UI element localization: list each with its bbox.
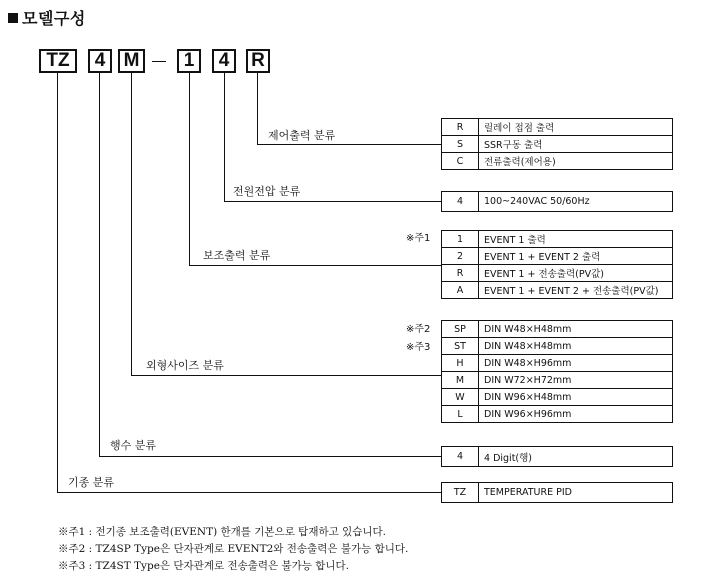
- table-outer-size: [441, 320, 673, 423]
- table-digit-rows: [441, 446, 673, 467]
- option-code: 1: [442, 231, 479, 248]
- option-desc: 전류출력(제어용): [479, 153, 673, 170]
- option-code: S: [442, 136, 479, 153]
- square-bullet-icon: [8, 13, 18, 23]
- footnote-1: ※주1 : 전기종 보조출력(EVENT) 한개를 기본으로 탑재하고 있습니다.: [58, 526, 387, 538]
- footnote-2: ※주2 : TZ4SP Type은 단자관계로 EVENT2와 전송출력은 불가능 합니다.: [58, 543, 409, 555]
- option-code: A: [442, 282, 479, 299]
- option-code: W: [442, 389, 479, 406]
- label-outer-size: 외형사이즈 분류: [146, 359, 224, 372]
- option-code: R: [442, 119, 479, 136]
- option-code: H: [442, 355, 479, 372]
- connector-digits-h: [99, 456, 441, 457]
- option-desc: TEMPERATURE PID: [479, 483, 673, 503]
- label-model-type: 기종 분류: [68, 476, 115, 489]
- option-desc: 4 Digit(행): [479, 447, 673, 467]
- option-code: TZ: [442, 483, 479, 503]
- connector-sub-output-h: [189, 265, 441, 266]
- table-row: [442, 447, 673, 467]
- table-row: [442, 321, 673, 338]
- option-code: L: [442, 406, 479, 423]
- option-desc: DIN W72×H72mm: [479, 372, 673, 389]
- table-sub-output: [441, 230, 673, 299]
- model-code-box-tz: TZ: [39, 49, 77, 73]
- table-row: [442, 153, 673, 170]
- table-row: [442, 282, 673, 299]
- option-code: 4: [442, 192, 479, 212]
- option-desc: DIN W96×H48mm: [479, 389, 673, 406]
- option-desc: 100~240VAC 50/60Hz: [479, 192, 673, 212]
- table-row: [442, 483, 673, 503]
- table-row: [442, 406, 673, 423]
- option-desc: EVENT 1 + EVENT 2 + 전송출력(PV값): [479, 282, 673, 299]
- option-code: R: [442, 265, 479, 282]
- connector-type: [57, 73, 58, 492]
- table-row: [442, 248, 673, 265]
- option-code: ST: [442, 338, 479, 355]
- table-row: [442, 389, 673, 406]
- table-row: [442, 372, 673, 389]
- model-code-box-4b: 4: [212, 49, 236, 73]
- label-digit-rows: 행수 분류: [110, 439, 157, 452]
- table-model-type: [441, 482, 673, 503]
- model-code-box-m: M: [118, 49, 145, 73]
- table-row: [442, 338, 673, 355]
- model-code-box-r: R: [246, 49, 270, 73]
- option-desc: DIN W48×H48mm: [479, 321, 673, 338]
- table-row: [442, 136, 673, 153]
- note-marker-1: ※주1: [406, 233, 431, 244]
- option-desc: EVENT 1 + 전송출력(PV값): [479, 265, 673, 282]
- table-row: [442, 231, 673, 248]
- footnote-3: ※주3 : TZ4ST Type은 단자관계로 전송출력은 불가능 합니다.: [58, 560, 350, 572]
- label-control-output: 제어출력 분류: [268, 129, 336, 142]
- option-desc: 릴레이 접점 출력: [479, 119, 673, 136]
- model-code-box-1: 1: [177, 49, 201, 73]
- option-desc: DIN W48×H96mm: [479, 355, 673, 372]
- option-code: C: [442, 153, 479, 170]
- connector-digits: [99, 73, 100, 456]
- connector-size-h: [131, 375, 441, 376]
- connector-sub-output: [189, 73, 190, 265]
- table-power-voltage: [441, 191, 673, 212]
- table-row: [442, 265, 673, 282]
- option-desc: SSR구동 출력: [479, 136, 673, 153]
- option-desc: EVENT 1 출력: [479, 231, 673, 248]
- section-title: [8, 6, 86, 29]
- note-marker-2: ※주2: [406, 324, 431, 335]
- table-row: [442, 192, 673, 212]
- table-control-output: [441, 118, 673, 170]
- note-marker-3: ※주3: [406, 342, 431, 353]
- option-code: 2: [442, 248, 479, 265]
- table-row: [442, 355, 673, 372]
- label-power-voltage: 전원전압 분류: [233, 185, 301, 198]
- connector-control: [257, 73, 258, 144]
- connector-type-h: [57, 492, 441, 493]
- label-sub-output: 보조출력 분류: [203, 249, 271, 262]
- option-code: 4: [442, 447, 479, 467]
- table-row: [442, 119, 673, 136]
- option-desc: EVENT 1 + EVENT 2 출력: [479, 248, 673, 265]
- option-desc: DIN W96×H96mm: [479, 406, 673, 423]
- model-code-dash: [152, 61, 166, 62]
- option-code: M: [442, 372, 479, 389]
- connector-power: [224, 73, 225, 201]
- connector-power-h: [224, 201, 441, 202]
- option-code: SP: [442, 321, 479, 338]
- connector-control-h: [257, 144, 441, 145]
- model-code-box-4: 4: [88, 49, 112, 73]
- connector-size: [131, 73, 132, 375]
- option-desc: DIN W48×H48mm: [479, 338, 673, 355]
- section-title-text: 모델구성: [22, 9, 86, 28]
